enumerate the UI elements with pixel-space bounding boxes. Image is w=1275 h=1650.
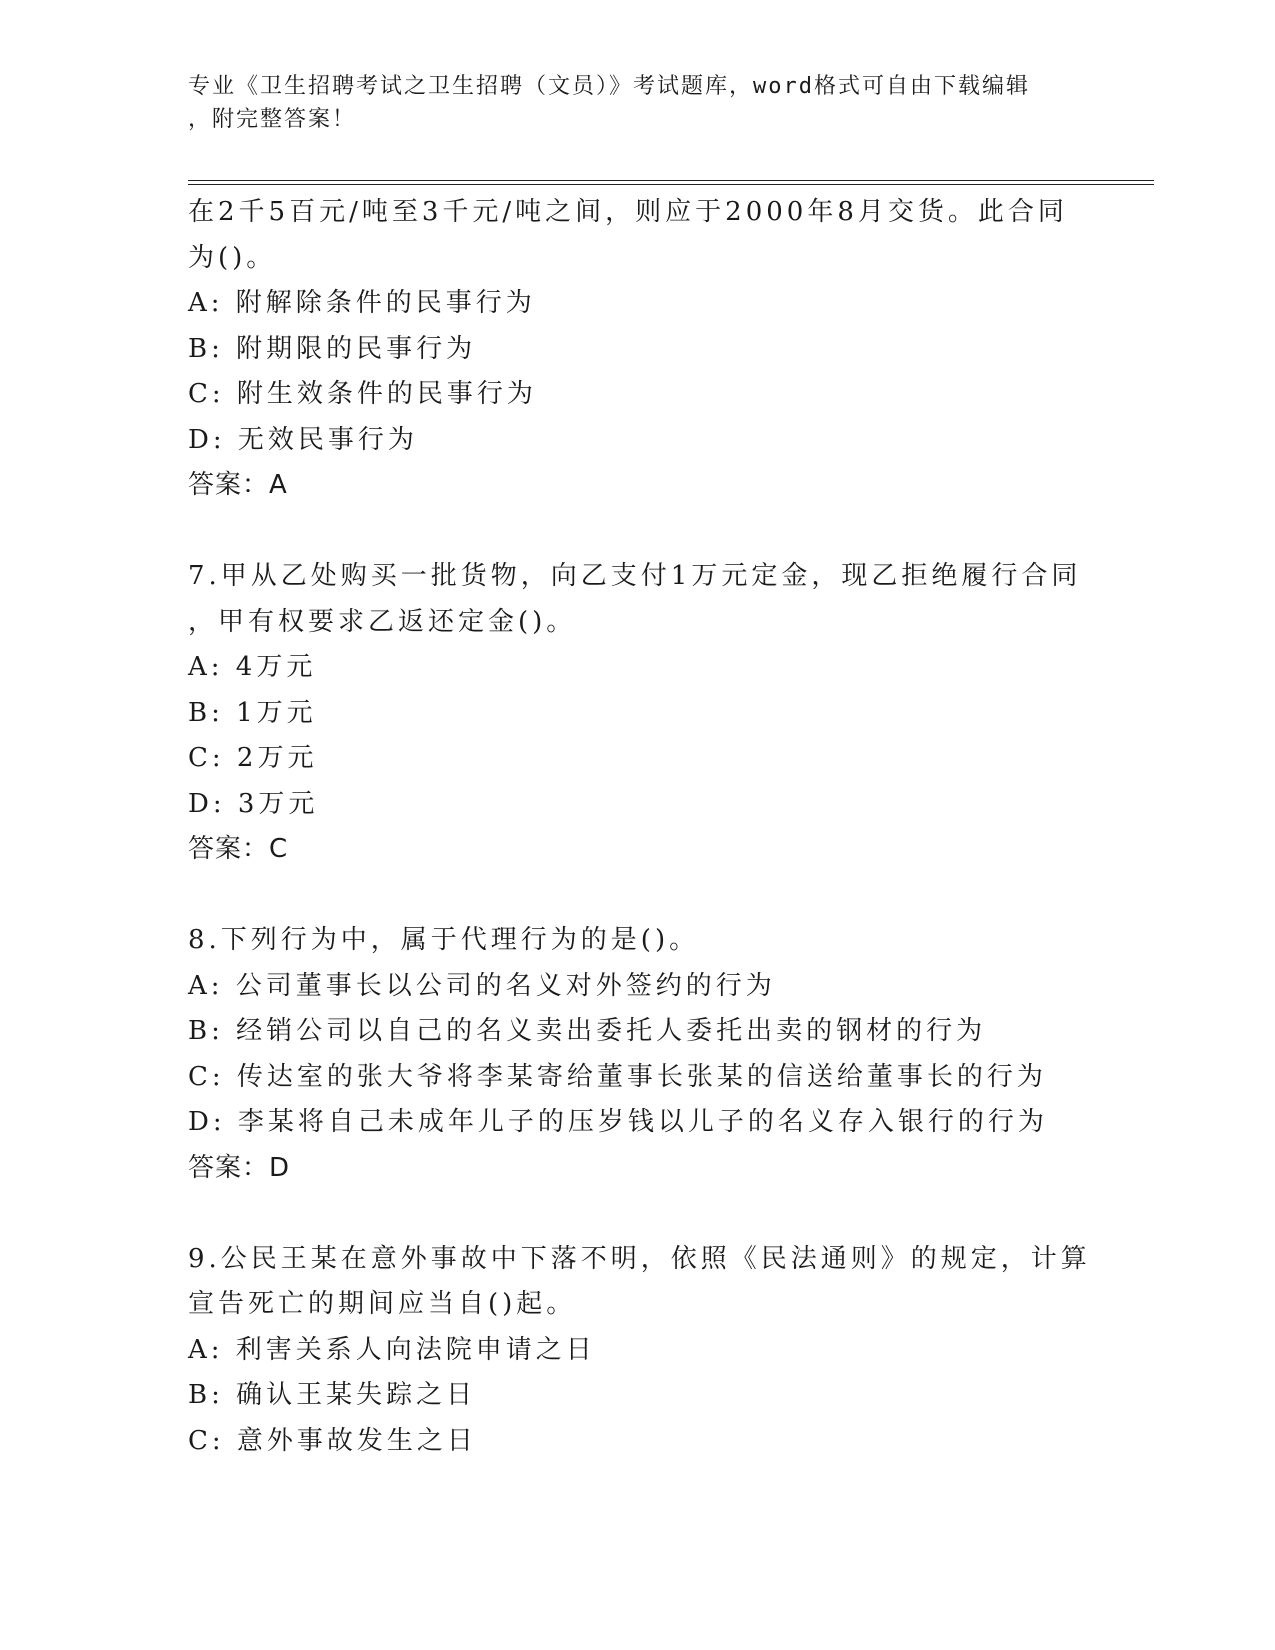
option-b: B: 附期限的民事行为 (188, 333, 477, 364)
option-b: B: 确认王某失踪之日 (188, 1380, 477, 1410)
question-9 (188, 1237, 1091, 1465)
question-text: 宣告死亡的期间应当自()起。 (188, 1289, 577, 1319)
option-a: A: 4万元 (188, 652, 317, 682)
question-continued (188, 190, 1088, 509)
question-7 (188, 554, 1088, 873)
option-c: C: 2万元 (188, 743, 318, 773)
option-d: D: 3万元 (188, 788, 319, 819)
answer: 答案：D (188, 1152, 291, 1183)
question-8 (188, 918, 1088, 1191)
question-list (188, 190, 1091, 1464)
option-d: D: 无效民事行为 (188, 424, 418, 455)
page-header (188, 70, 1078, 136)
option-d: D: 李某将自己未成年儿子的压岁钱以儿子的名义存入银行的行为 (188, 1107, 1048, 1137)
option-c: C: 附生效条件的民事行为 (188, 379, 537, 409)
header-title-line-2: ，附完整答案！ (188, 107, 357, 132)
question-text: 为()。 (188, 242, 277, 273)
option-b: B: 1万元 (188, 697, 317, 728)
spacer (188, 1191, 1088, 1237)
option-a: A: 公司董事长以公司的名义对外签约的行为 (188, 970, 776, 1001)
question-text: 在2千5百元/吨至3千元/吨之间，则应于2000年8月交货。此合同 (188, 197, 1068, 227)
spacer (188, 873, 1088, 919)
header-divider (188, 180, 1154, 185)
spacer (188, 509, 1088, 555)
header-title-line-1: 专业《卫生招聘考试之卫生招聘（文员）》考试题库，word格式可自由下载编辑 (188, 74, 1030, 99)
answer: 答案：A (188, 470, 288, 500)
question-text: 8.下列行为中，属于代理行为的是()。 (188, 925, 700, 955)
option-b: B: 经销公司以自己的名义卖出委托人委托出卖的钢材的行为 (188, 1016, 987, 1046)
option-a: A: 附解除条件的民事行为 (188, 288, 536, 318)
question-text: 9.公民王某在意外事故中下落不明，依照《民法通则》的规定，计算 (188, 1243, 1091, 1274)
question-text: ，甲有权要求乙返还定金()。 (188, 606, 577, 637)
answer: 答案：C (188, 834, 289, 864)
question-text: 7.甲从乙处购买一批货物，向乙支付1万元定金，现乙拒绝履行合同 (188, 561, 1082, 591)
option-a: A: 利害关系人向法院申请之日 (188, 1334, 596, 1365)
option-c: C: 传达室的张大爷将李某寄给董事长张某的信送给董事长的行为 (188, 1061, 1047, 1092)
option-c: C: 意外事故发生之日 (188, 1425, 477, 1456)
